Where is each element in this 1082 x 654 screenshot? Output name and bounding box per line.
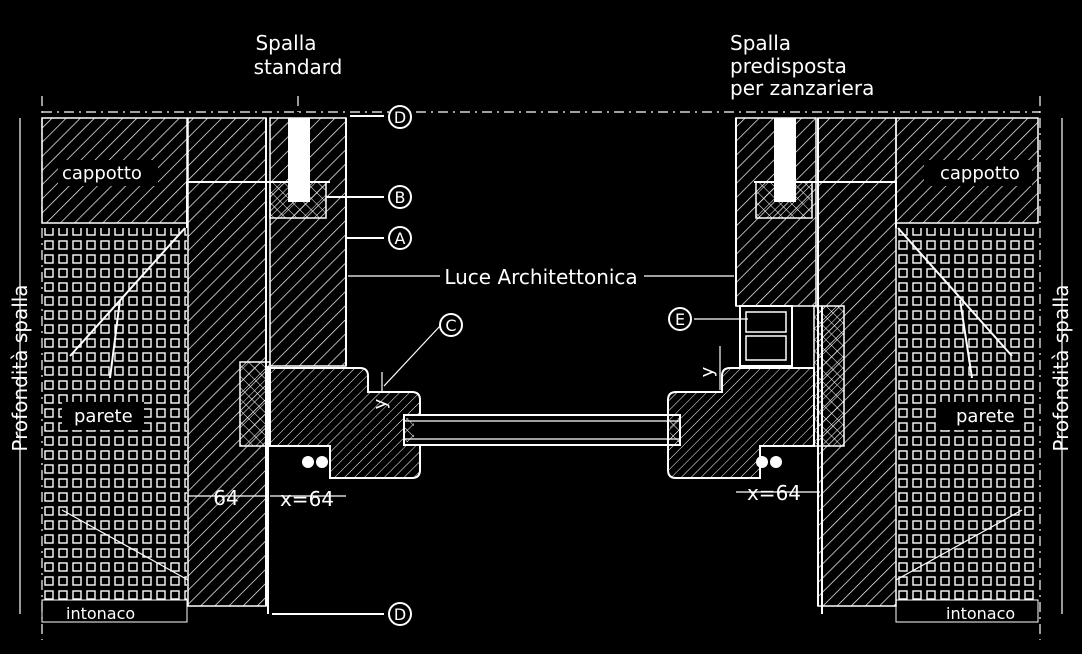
intonaco-right-label: intonaco [946, 604, 1016, 623]
marker-c [440, 314, 462, 336]
svg-text:D: D [393, 605, 407, 624]
marker-d-bottom [389, 603, 411, 625]
glazing [404, 415, 680, 445]
left-jamb [42, 118, 420, 622]
svg-text:B: B [394, 188, 406, 207]
depth-left-label: Profondità spalla [8, 284, 32, 452]
dim-x-right-label: x=64 [746, 481, 802, 505]
svg-text:C: C [445, 316, 457, 335]
cappotto-left-label: cappotto [62, 163, 142, 184]
dim-64-label: 64 [213, 486, 239, 510]
intonaco-left-label: intonaco [66, 604, 136, 623]
marker-d-top [389, 106, 411, 128]
right-jamb [668, 118, 1038, 622]
svg-text:D: D [393, 108, 407, 127]
parete-left-label: parete [74, 406, 133, 427]
dim-y-right-label: y [697, 366, 718, 378]
svg-text:A: A [394, 229, 406, 248]
left-title-line1: Spalla [255, 31, 317, 55]
cappotto-right-label: cappotto [940, 163, 1020, 184]
depth-right-label: Profondità spalla [1049, 284, 1073, 452]
left-title-line2: standard [253, 55, 343, 79]
luce-label: Luce Architettonica [444, 265, 638, 289]
marker-e [669, 308, 691, 330]
dim-y-left-label: y [370, 398, 391, 410]
svg-text:E: E [674, 310, 686, 329]
right-title-line1: Spalla [730, 31, 792, 55]
right-title-line3: per zanzariera [730, 76, 875, 100]
parete-right-label: parete [956, 406, 1015, 427]
marker-b [389, 186, 411, 208]
right-title-line2: predisposta [730, 54, 847, 78]
dim-x-left-label: x=64 [279, 487, 335, 511]
marker-a [389, 227, 411, 249]
